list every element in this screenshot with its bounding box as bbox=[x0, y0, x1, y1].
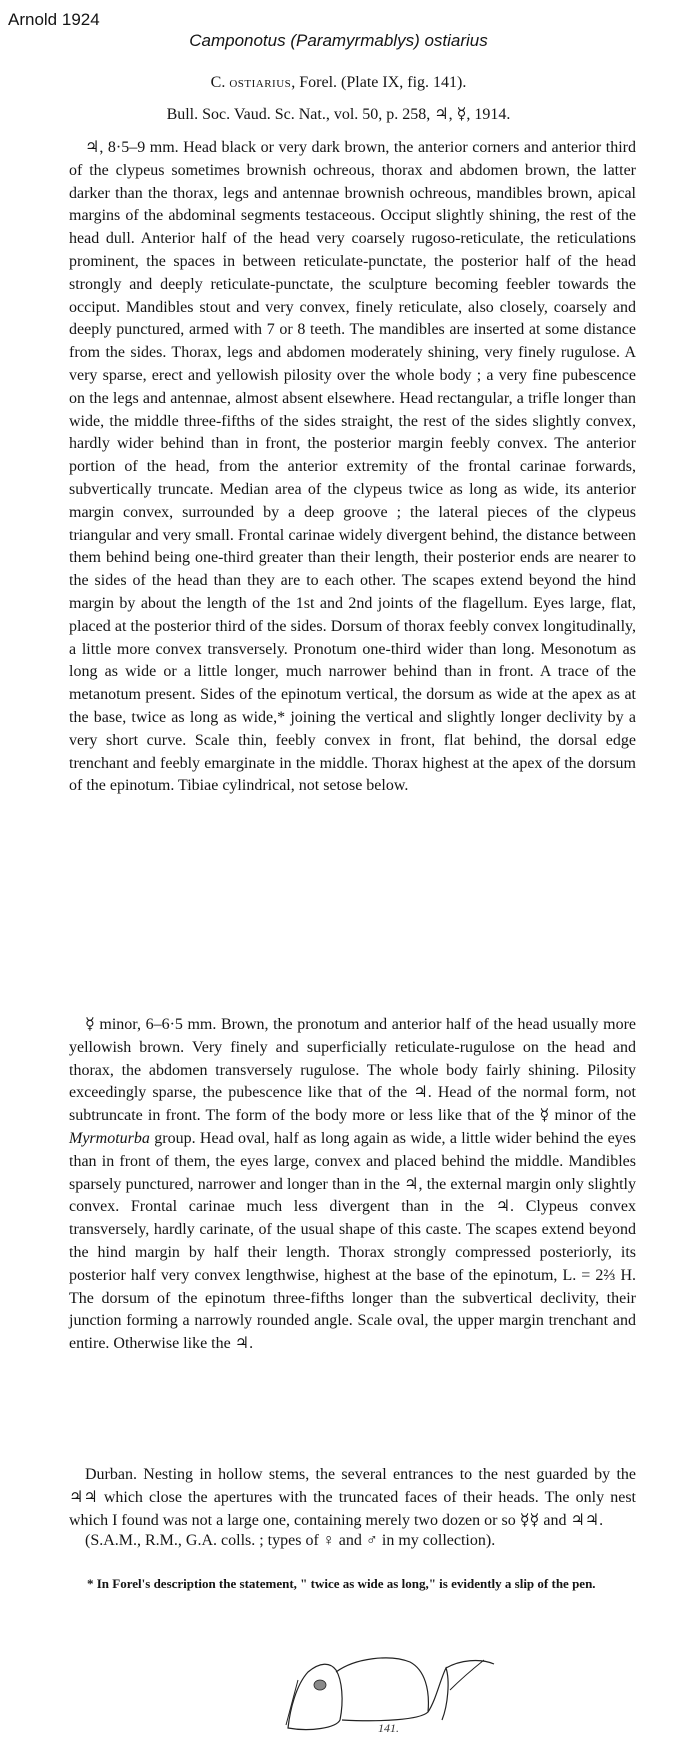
citation-line-2: Bull. Soc. Vaud. Sc. Nat., vol. 50, p. 258, ♃, ☿, 1914. bbox=[166, 106, 511, 123]
figure-number: 141. bbox=[378, 1721, 399, 1735]
species-title: Camponotus (Paramyrmablys) ostiarius bbox=[189, 31, 488, 50]
head-outline bbox=[288, 1664, 342, 1729]
collections-block bbox=[69, 1530, 636, 1553]
minor-text-part1: ☿ minor, 6–6·5 mm. Brown, the pronotum and anterior half of the head usually more yellowish brown. Very finely and superficially reticulate-rugulose on the head and thorax, the abdomen transversely rugulose. The whole body fairly shining. Pilosity exceedingly sparse, the pubescence like that of the ♃. Head of the normal form, not subtruncate in front. The form of the body more or less like that of the ☿ minor of the bbox=[69, 1016, 636, 1125]
collections-line: (S.A.M., R.M., G.A. colls. ; types of ♀ and ♂ in my collection). bbox=[85, 1532, 496, 1549]
author-year: Arnold 1924 bbox=[8, 10, 100, 29]
minor-text-part2: group. Head oval, half as long again as wide, a little wider behind the eyes than in front of them, the eyes large, convex and placed behind the middle. Mandibles sparsely punctured, narrower and longer than in the ♃, the external margin only slightly convex. Frontal carinae much less divergent than in the ♃. Clypeus convex transversely, hardly carinate, of the usual shape of this caste. The scapes extend beyond the hind margin by half their length. Thorax strongly compressed posteriorly, its posterior half very convex lengthwise, highest at the base of the epinotum, L. = 2⅔ H. The dorsum of the epinotum three-fifths longer than the subvertical declivity, their junction forming a narrowly rounded angle. Scale oval, the upper margin trenchant and entire. Otherwise like the ♃. bbox=[69, 1129, 636, 1353]
footnote: * In Forel's description the statement, " twice as wide as long," is evidently a slip of the pen. bbox=[87, 1576, 596, 1591]
antenna-line bbox=[286, 1680, 298, 1725]
thorax-outline bbox=[336, 1658, 428, 1721]
ant-profile-figure bbox=[280, 1650, 500, 1735]
major-paragraph: ♃, 8·5–9 mm. Head black or very dark brown, the anterior corners and anterior third of the clypeus sometimes brownish ochreous, thorax and abdomen brown, the latter darker than the thorax, legs and antennae brownish ochreous, mandibles brown, apical margins of the abdominal segments testaceous. Occiput slightly shining, the rest of the head dull. Anterior half of the head very coarsely rugoso-reticulate, the reticulations prominent, the spaces in between reticulate-punctate, the posterior half of the head strongly and deeply reticulate-punctate, the sculpture becoming feebler towards the occiput. Mandibles stout and very convex, finely reticulate, also closely, coarsely and deeply punctured, armed with 7 or 8 teeth. The mandibles are inserted at some distance from the sides. Thorax, legs and abdomen moderately shining, very finely rugulose. A very sparse, erect and yellowish pilosity over the whole body ; a very fine pubescence on the legs and antennae, almost absent elsewhere. Head rectangular, a trifle longer than wide, the middle three-fifths of the sides straight, the rest of the sides slightly convex, hardly wider behind than in front, the posterior margin feebly convex. The anterior portion of the head, from the anterior extremity of the frontal carinae forwards, subvertically truncate. Median area of the clypeus twice as long as wide, its anterior margin convex, surrounded by a deep groove ; the lateral pieces of the clypeus triangular and very small. Frontal carinae widely divergent behind, the distance between them behind being one-third greater than their length, their posterior ends are nearer to the sides of the head than they are to each other. The scapes extend beyond the hind margin by about the length of the 1st and 2nd joints of the flagellum. Eyes large, flat, placed at the posterior third of the sides. Dorsum of thorax feebly convex longitudinally, a little more convex transversely. Pronotum one-third wider than long. Mesonotum as long as wide or a little longer, much narrower behind than in front. A trace of the metanotum present. Sides of the epinotum vertical, the dorsum as wide at the apex as at the base, twice as long as wide,* joining the vertical and slightly longer declivity by a very short curve. Scale thin, feebly convex in front, flat behind, the dorsal edge trenchant and feebly emarginate in the middle. Thorax highest at the apex of the dorsum of the epinotum. Tibiae cylindrical, not setose below. bbox=[69, 139, 636, 795]
gaster-outline bbox=[446, 1661, 494, 1668]
scale-outline bbox=[428, 1668, 448, 1720]
minor-worker-description bbox=[69, 1014, 636, 1356]
ant-profile-drawing bbox=[280, 1650, 500, 1735]
minor-paragraph bbox=[69, 1014, 636, 1356]
eye-mark bbox=[314, 1680, 326, 1690]
locality-paragraph-block bbox=[69, 1464, 636, 1532]
major-worker-description bbox=[69, 137, 636, 798]
genus-name: Myrmoturba bbox=[69, 1129, 150, 1147]
species-epithet: ostiarius bbox=[229, 74, 292, 91]
locality-paragraph: Durban. Nesting in hollow stems, the several entrances to the nest guarded by the ♃♃ which close the apertures with the truncated faces of their heads. The only nest which I found was not a large one, containing merely two dozen or so ☿☿ and ♃♃. bbox=[69, 1466, 636, 1529]
citation-line-1: C. ostiarius, Forel. (Plate IX, fig. 141). bbox=[210, 74, 467, 91]
